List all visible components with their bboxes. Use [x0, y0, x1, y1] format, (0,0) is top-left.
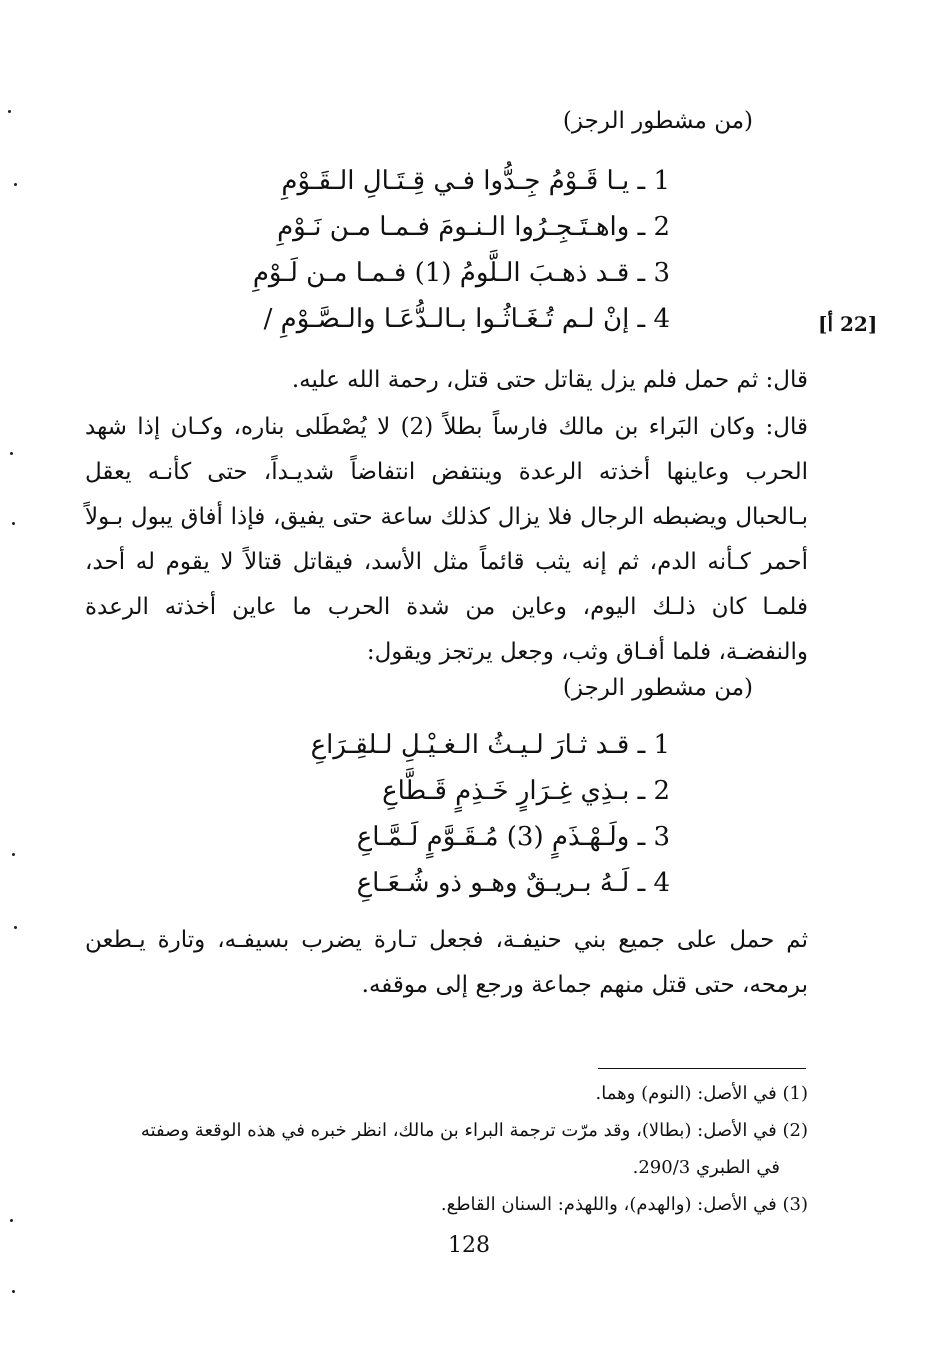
scan-speck: [10, 452, 13, 455]
page-number: 128: [448, 1233, 490, 1258]
poem-2-verse-4: 4 ـ لَـهُ بـريـقٌ وهـو ذو شُـعَـاعِ: [356, 868, 670, 898]
footnote-2-continuation: في الطبري 290/3.: [632, 1157, 780, 1178]
poem-1-verse-3: 3 ـ قـد ذهـبَ الـلَّومُ (1) فـمـا مـن لَـوْمِ: [252, 258, 670, 288]
scan-speck: [14, 926, 17, 929]
footnote-3: (3) في الأصل: (والهدم)، واللهذم: السنان القاطع.: [440, 1194, 808, 1215]
footnote-divider: [598, 1068, 806, 1069]
poem-1: [235, 158, 670, 342]
footnotes: [85, 1075, 808, 1223]
scan-speck: [12, 1290, 15, 1293]
scan-speck: [8, 110, 11, 113]
poem-1-verse-1: 1 ـ يـا قَـوْمُ جِـدُّوا فـي قِـتَـالِ الـقَـوْمِ: [281, 166, 670, 196]
paragraph-1: قال: ثم حمل فلم يزل يقاتل حتى قتل، رحمة الله عليه.: [291, 367, 808, 393]
poem-2: [235, 722, 670, 906]
poem-1-verse-4: 4 ـ إنْ لـم تُـغَـاثُـوا بـالـدُّعَـا والـصَّـوْمِ /: [263, 304, 670, 334]
scan-speck: [12, 853, 15, 856]
paragraph-2: قال: وكان البَراء بن مالك فارساً بطلاً (2) لا يُصْطَلى بناره، وكـان إذا شهد الحرب وعاينها أخذته الرعدة وينتفض انتفاضاً شديـداً، حتى كأنـه يعقل بـالحبال ويضبطه الرجال فلا يزال كذلك ساعة حتى يفيق، فإذا أفاق يبول بـولاً أحمر كـأنه الدم، ثم إنه يثب قائماً مثل الأسد، فيقاتل قتالاً لا يقوم له أحد، فلمـا كان ذلـك اليوم، وعاين من شدة الحرب ما عاين أخذته الرعدة والنفضـة، فلما أفـاق وثب، وجعل يرتجز ويقول:: [85, 414, 808, 665]
meter-label-1: (من مشطور الرجز): [562, 108, 753, 134]
meter-label-2: (من مشطور الرجز): [562, 675, 753, 701]
scan-speck: [14, 183, 17, 186]
footnote-2: (2) في الأصل: (بطالا)، وقد مرّت ترجمة البراء بن مالك، انظر خبره في هذه الوقعة وصفته: [140, 1120, 808, 1141]
scan-speck: [12, 522, 15, 525]
poem-2-verse-3: 3 ـ ولَـهْـذَمٍ (3) مُـقَـوَّمٍ لَـمَّـاعِ: [356, 822, 670, 852]
paragraph-3: ثم حمل على جميع بني حنيفـة، فجعل تـارة يضرب بسيفـه، وتارة يـطعن برمحه، حتى قتل منهم جماعة ورجع إلى موقفه.: [85, 927, 808, 998]
margin-folio-note: [22 أ]: [818, 312, 878, 336]
poem-1-verse-2: 2 ـ واهـتَـجِـرُوا الـنـومَ فـمـا مـن نَـوْمِ: [277, 212, 670, 242]
poem-2-verse-1: 1 ـ قـد ثـارَ لـيـثُ الـغـيْـلِ لـلقِـرَاعِ: [310, 730, 670, 760]
scan-speck: [10, 1219, 13, 1222]
poem-2-verse-2: 2 ـ بـذِي غِـرَارٍ خَـذِمٍ قَـطَّاعِ: [382, 776, 670, 806]
footnote-1: (1) في الأصل: (النوم) وهما.: [595, 1083, 808, 1104]
